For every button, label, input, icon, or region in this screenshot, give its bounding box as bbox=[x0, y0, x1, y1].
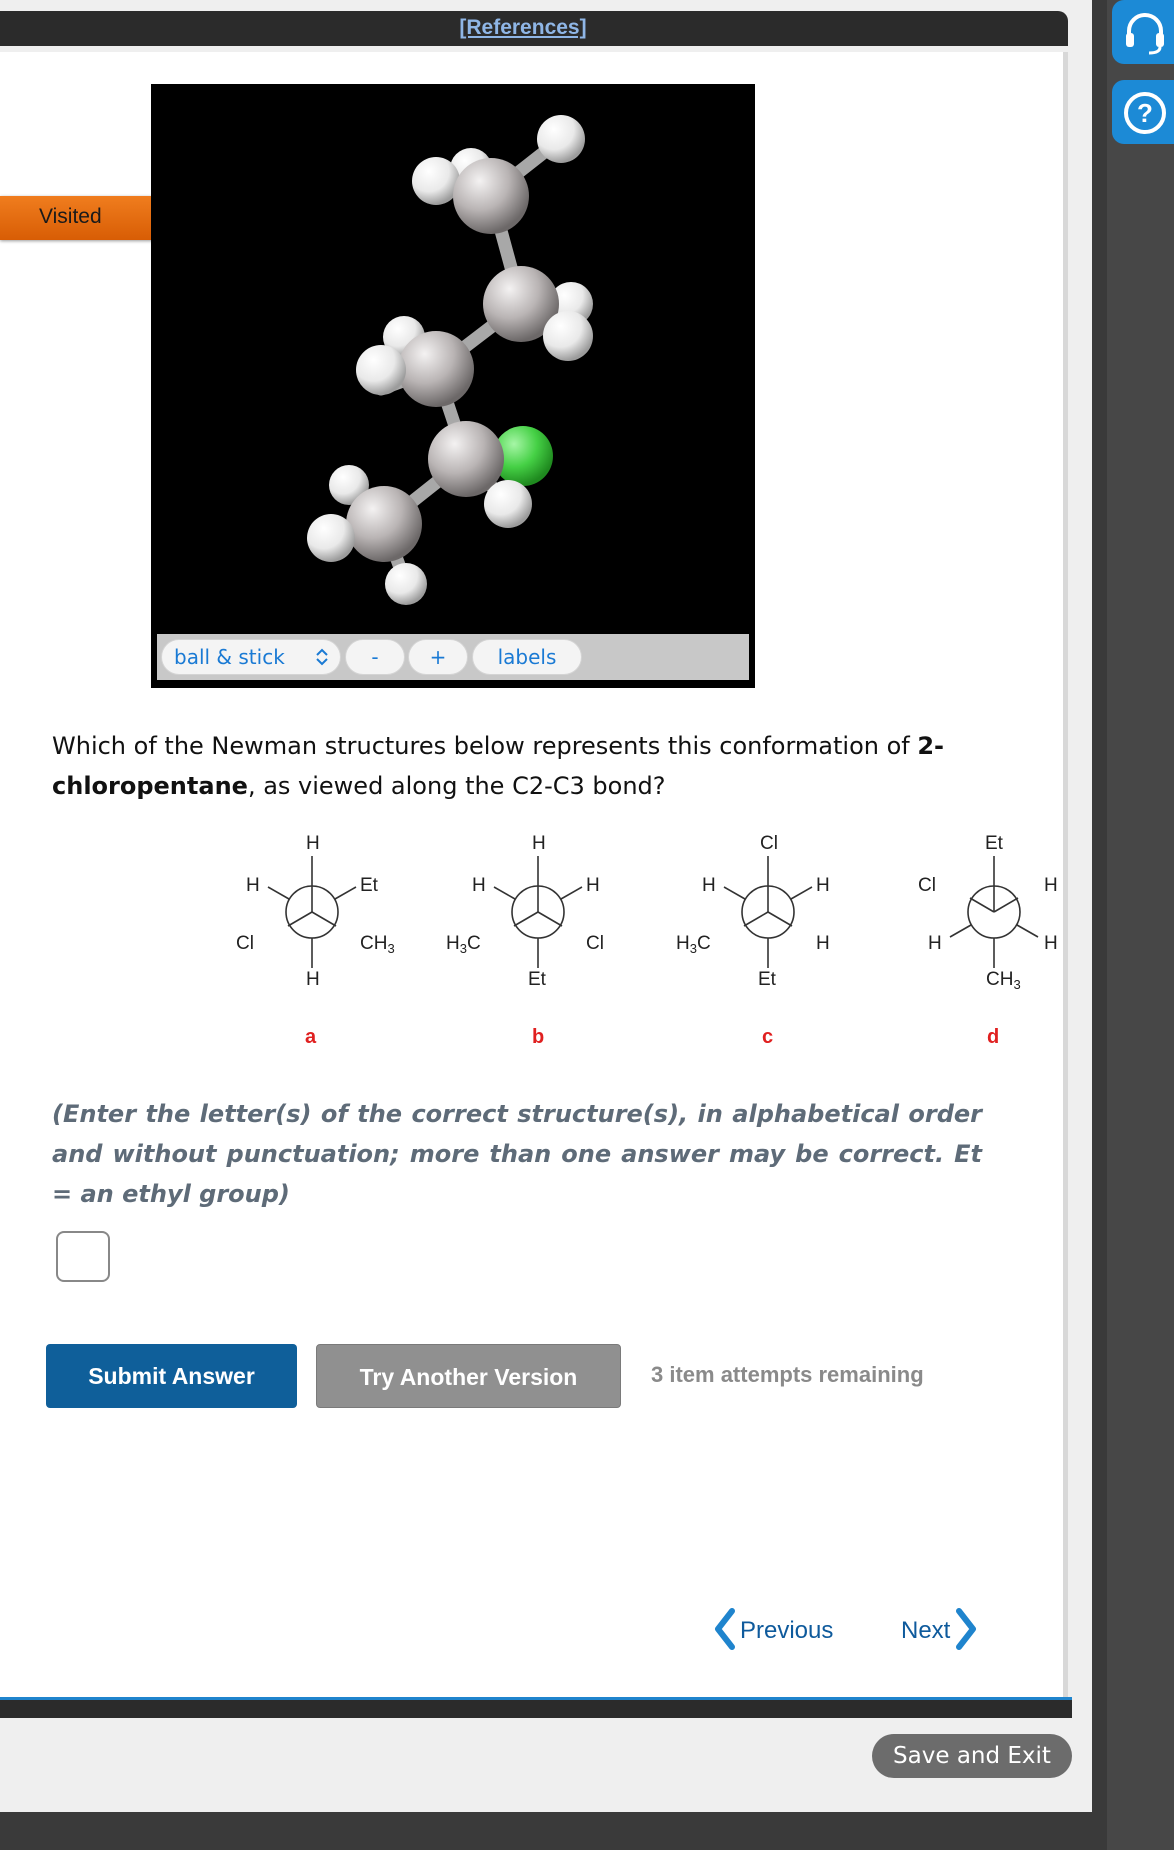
front-top-label: Cl bbox=[760, 833, 778, 854]
back-upper-right-label: Et bbox=[360, 875, 378, 896]
option-letter-d: d bbox=[987, 1026, 1000, 1048]
support-button[interactable] bbox=[1112, 0, 1174, 64]
front-lower-left-label bbox=[676, 934, 711, 959]
back-upper-left-label: H bbox=[702, 875, 716, 896]
side-rail bbox=[1107, 0, 1174, 1850]
answer-input[interactable] bbox=[56, 1231, 110, 1282]
option-letter-b: b bbox=[532, 1026, 545, 1048]
front-lower-left-text: H bbox=[676, 933, 690, 954]
chevron-left-icon bbox=[712, 1607, 738, 1651]
front-top-label: H bbox=[306, 833, 320, 854]
next-label: Next bbox=[901, 1617, 951, 1644]
previous-button[interactable] bbox=[712, 1617, 833, 1645]
submit-answer-button[interactable]: Submit Answer bbox=[46, 1344, 297, 1408]
option-letter-a: a bbox=[305, 1026, 317, 1048]
svg-text:?: ? bbox=[1137, 98, 1153, 128]
back-bottom-subscript: 3 bbox=[1013, 977, 1021, 992]
back-bottom-text: CH bbox=[986, 969, 1014, 990]
front-lower-left-suffix: C bbox=[466, 933, 481, 954]
zoom-out-button[interactable]: - bbox=[345, 639, 405, 675]
next-button[interactable] bbox=[901, 1617, 950, 1645]
question-text-before: Which of the Newman structures below represents this conformation of bbox=[52, 732, 918, 760]
question-text-after: , as viewed along the C2-C3 bond? bbox=[247, 772, 666, 800]
back-lower-left-label: H bbox=[928, 933, 942, 954]
save-and-exit-button[interactable]: Save and Exit bbox=[872, 1734, 1072, 1778]
viewer-toolbar bbox=[157, 634, 749, 680]
back-lower-right-text: CH bbox=[360, 933, 388, 954]
front-top-label: Et bbox=[985, 833, 1003, 854]
answer-instructions: (Enter the letter(s) of the correct structure(s), in alphabetical order and without punctuation; more than one answer may be correct. Et = an ethyl group) bbox=[52, 1100, 982, 1208]
newman-projection-d bbox=[892, 830, 1092, 1010]
help-icon bbox=[1121, 89, 1169, 137]
back-upper-right-label: H bbox=[816, 875, 830, 896]
attempts-remaining: 3 item attempts remaining bbox=[651, 1362, 924, 1387]
newman-projection-b bbox=[436, 830, 636, 1010]
render-style-value: ball & stick bbox=[174, 645, 285, 669]
molecule-model bbox=[151, 84, 755, 634]
front-lower-left-text: H bbox=[446, 933, 460, 954]
front-lower-left-label: Cl bbox=[236, 933, 254, 954]
front-upper-right-label: H bbox=[1044, 875, 1058, 896]
try-another-version-button[interactable]: Try Another Version bbox=[316, 1344, 621, 1408]
back-lower-right-label: H bbox=[1044, 933, 1058, 954]
newman-projection-a bbox=[210, 830, 410, 1010]
back-upper-left-label: H bbox=[472, 875, 486, 896]
option-letter-c: c bbox=[762, 1026, 774, 1048]
front-lower-left-suffix: C bbox=[696, 933, 711, 954]
front-lower-right-label: Cl bbox=[586, 933, 604, 954]
headset-icon bbox=[1121, 9, 1169, 57]
zoom-in-button[interactable]: + bbox=[408, 639, 468, 675]
front-lower-left-label bbox=[446, 934, 481, 959]
back-lower-right-label bbox=[360, 934, 395, 959]
chevron-right-icon bbox=[953, 1607, 979, 1651]
front-upper-left-label: Cl bbox=[918, 875, 936, 896]
visited-label: Visited bbox=[39, 205, 102, 228]
back-upper-left-label: H bbox=[246, 875, 260, 896]
molecule-viewer[interactable] bbox=[151, 84, 755, 688]
back-bottom-label bbox=[986, 970, 1021, 995]
front-top-label: H bbox=[532, 833, 546, 854]
references-link[interactable]: [References] bbox=[459, 16, 587, 39]
back-upper-right-label: H bbox=[586, 875, 600, 896]
previous-label: Previous bbox=[740, 1617, 834, 1644]
chevron-updown-icon bbox=[314, 646, 330, 668]
question-text bbox=[52, 726, 972, 806]
help-button[interactable] bbox=[1112, 80, 1174, 144]
progress-bar bbox=[0, 1697, 1072, 1718]
front-lower-left-subscript: 3 bbox=[689, 941, 697, 956]
front-lower-right-label: H bbox=[816, 933, 830, 954]
front-lower-left-subscript: 3 bbox=[459, 941, 467, 956]
newman-projection-c bbox=[666, 830, 866, 1010]
back-bottom-label: H bbox=[306, 969, 320, 990]
back-bottom-label: Et bbox=[528, 969, 546, 990]
back-lower-right-subscript: 3 bbox=[387, 941, 395, 956]
back-bottom-label: Et bbox=[758, 969, 776, 990]
labels-button[interactable]: labels bbox=[472, 639, 582, 675]
render-style-select[interactable] bbox=[161, 639, 341, 675]
compound-name: 2-chloropentane bbox=[52, 732, 945, 800]
